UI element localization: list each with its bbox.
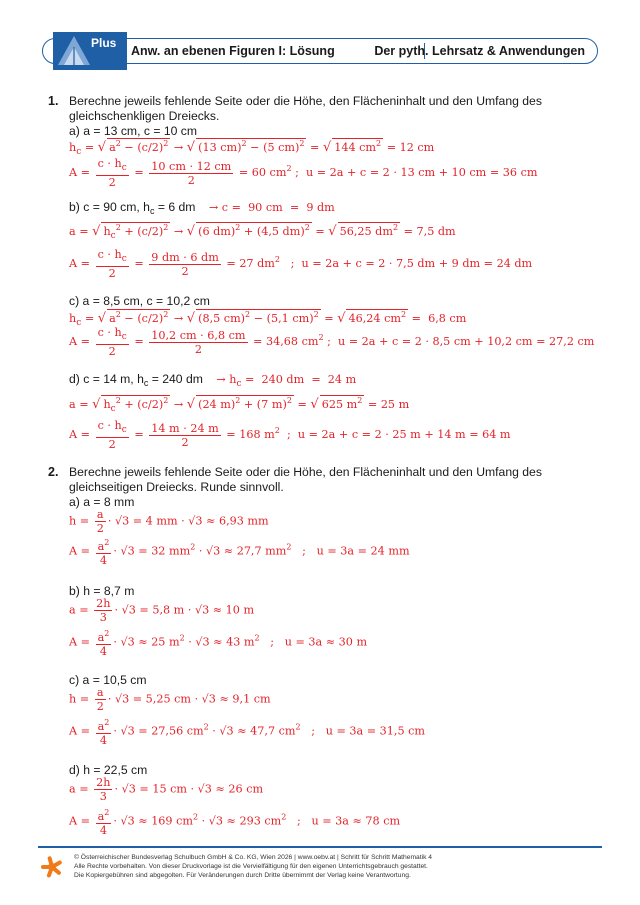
footer-copyright [74,853,432,880]
task2-number: 2. [48,465,59,479]
task2-d-side: a = $\frac{2h}{3}$ · √3 = 15 cm · √3 ≈ 26 cm [69,776,264,803]
task1-b-area: A = $\frac{c \cdot h_c}{2}$ = $\frac{9 dm \cdot 6 dm}{2}$ = 27 $dm^2$ ; u = 2a + c = 2 · 7,5 dm + 9 dm = 24 dm [69,248,533,280]
footer-line-3: Die Kopiergebühren sind abgegolten. Für Veränderungen durch Dritte übernimmt der Verlag keine Verantwortung. [74,872,411,879]
task1-number: 1. [48,94,59,108]
task1-b-given: b) c = 90 cm, $h_c = 6$ dm → c = 90 cm = 9 dm [69,200,335,216]
task1-d-side: a = √ $h_c^2 + (c/2)^2$ → √ (24 m)$^2$ + (7 m)$^2$ = √ 625 $m^2 = 25$ m [69,396,410,414]
task2-b-side: a = $\frac{2h}{3}$ · √3 = 5,8 m · √3 ≈ 10 m [69,597,255,624]
task1-prompt: Berechne jeweils fehlende Seite oder die Höhe, den Flächeninhalt und den Umfang des gleichschenkligen Dreiecks. [69,94,542,123]
task1-a-given: a) a = 13 cm, c = 10 cm [69,124,198,138]
task1-c-area: A = $\frac{c \cdot h_c}{2}$ = $\frac{10,2 cm \cdot 6,8 cm}{2}$ = 34,68 $cm^2$ ; u = 2a + c = 2 · 8,5 cm + 10,2 cm = 27,2 cm [69,326,595,358]
task2-a-given: a) a = 8 mm [69,495,135,509]
task2-c-height: h = $\frac{a}{2}$ · √3 = 5,25 cm · √3 ≈ 9,1 cm [69,686,271,713]
worksheet-title: Anw. an ebenen Figuren I: Lösung [131,44,335,58]
task2-b-area: A = $\frac{a^2}{4}$ · √3 ≈ 25 $m^2 \cdot √3 \approx 43$ $m^2$ ; u = 3a ≈ 30 m [69,629,368,658]
triangle-logo-icon [57,35,91,67]
task2-c-given: c) a = 10,5 cm [69,673,147,687]
task2-c-area: A = $\frac{a^2}{4}$ · √3 = 27,56 $cm^2 \cdot √3 \approx 47,7$ $cm^2$ ; u = 3a = 31,5 cm [69,718,426,747]
task1-b-side: a = √ $h_c^2 + (c/2)^2$ → √ (6 dm)$^2$ + (4,5 dm)$^2$ = √ 56,25 $dm^2 = 7,5$ dm [69,223,456,241]
worksheet-topic: Der pyth. Lehrsatz & Anwendungen [374,44,585,58]
task2-a-area: A = $\frac{a^2}{4}$ · √3 = 32 $mm^2 \cdot √3 \approx 27,7$ $mm^2$ ; u = 3a = 24 mm [69,538,410,567]
footer-line-1: © Österreichischer Bundesverlag Schulbuch GmbH & Co. KG, Wien 2026 | www.oebv.at | Schritt für Schritt Mathematik 4 [74,854,433,861]
task1-c-given: c) a = 8,5 cm, c = 10,2 cm [69,294,210,308]
publisher-logo-icon [38,854,66,882]
task2-d-given: d) h = 22,5 cm [69,763,148,777]
task1-d-given: d) c = 14 m, $h_c = 240$ dm → $h_c = 240$ dm = 24 m [69,372,357,389]
task2-b-given: b) h = 8,7 m [69,584,135,598]
task1-a-height: $h_c$ = √ $a^2 - (c/2)^2$ → √ (13 cm)$^2$ − (5 cm)$^2$ = √ 144 $cm^2 = 12$ cm [69,139,435,157]
task2-d-area: A = $\frac{a^2}{4}$ · √3 ≈ 169 $cm^2 \cdot √3 \approx 293$ $cm^2$ ; u = 3a ≈ 78 cm [69,808,401,837]
plus-logo [53,32,127,70]
task1-c-height: $h_c$ = √ $a^2 - (c/2)^2$ → √ (8,5 cm)$^2$ − (5,1 cm)$^2$ = √ 46,24 $cm^2 = 6,8$ cm [69,310,467,328]
task1-a-area: A = $\frac{c \cdot h_c}{2}$ = $\frac{10 cm \cdot 12 cm}{2}$ = 60 $cm^2$ ; u = 2a + c = 2 · 13 cm + 10 cm = 36 cm [69,157,538,189]
task2-prompt: Berechne jeweils fehlende Seite oder die Höhe, den Flächeninhalt und den Umfang des gleichseitigen Dreiecks. Runde sinnvoll. [69,465,542,494]
footer-rule [38,846,602,848]
task1-d-area: A = $\frac{c \cdot h_c}{2}$ = $\frac{14 m \cdot 24 m}{2}$ = 168 $m^2$ ; u = 2a + c = 2 · 25 m + 14 m = 64 m [69,419,511,451]
task2-a-height: h = $\frac{a}{2}$ · √3 = 4 mm · √3 ≈ 6,93 mm [69,508,269,535]
logo-text: Plus [91,36,117,50]
footer-line-2: Alle Rechte vorbehalten. Von dieser Druckvorlage ist die Vervielfältigung für den eigenen Unterrichtsgebrauch gestattet. [74,863,428,870]
